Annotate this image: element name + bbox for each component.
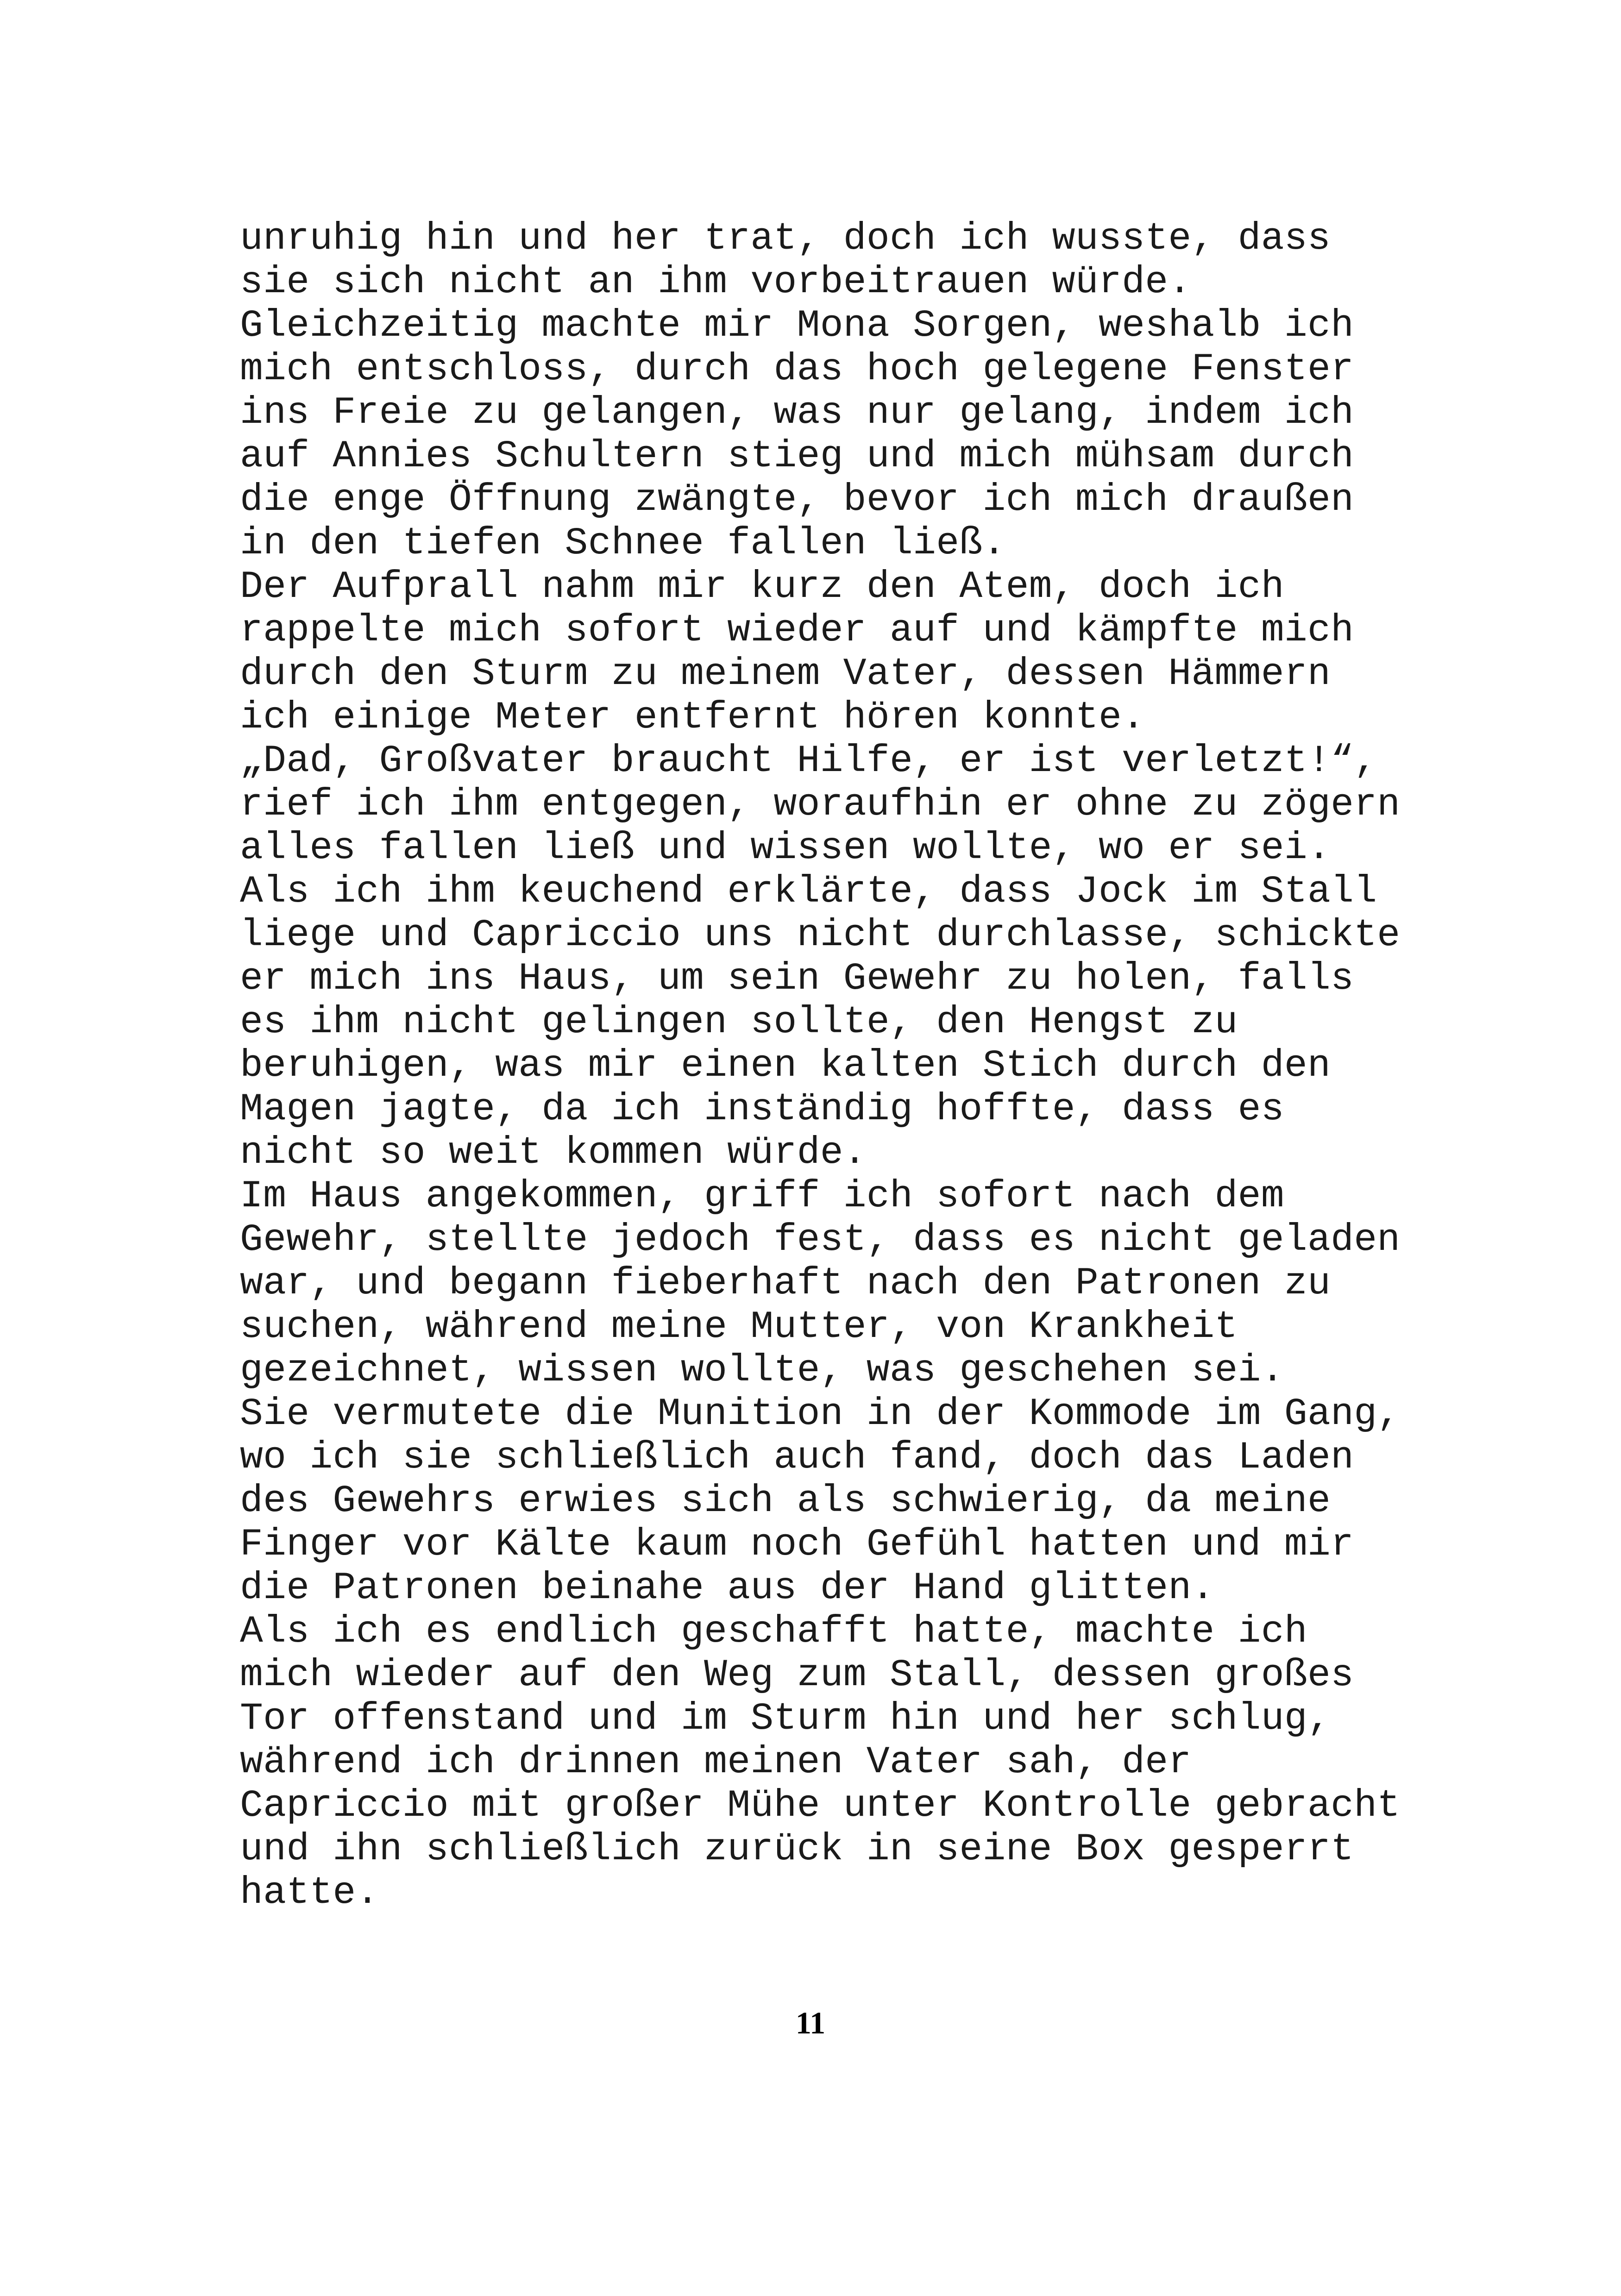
- text-line: und ihn schließlich zurück in seine Box gesperrt: [240, 1827, 1354, 1871]
- text-line: er mich ins Haus, um sein Gewehr zu holen, falls: [240, 957, 1354, 1000]
- text-line: des Gewehrs erwies sich als schwierig, da meine: [240, 1479, 1331, 1523]
- text-line: in den tiefen Schnee fallen ließ.: [240, 521, 1006, 565]
- text-line: während ich drinnen meinen Vater sah, der: [240, 1740, 1192, 1784]
- text-line: liege und Capriccio uns nicht durchlasse, schickte: [240, 913, 1401, 957]
- text-line: Der Aufprall nahm mir kurz den Atem, doch ich: [240, 565, 1284, 609]
- text-line: „Dad, Großvater braucht Hilfe, er ist verletzt!“,: [240, 739, 1377, 783]
- page-number: 11: [795, 2005, 826, 2040]
- text-line: wo ich sie schließlich auch fand, doch das Laden: [240, 1436, 1354, 1479]
- text-line: unruhig hin und her trat, doch ich wusste, dass: [240, 217, 1331, 260]
- text-line: rappelte mich sofort wieder auf und kämpfte mich: [240, 609, 1354, 652]
- text-line: ich einige Meter entfernt hören konnte.: [240, 696, 1145, 739]
- text-line: es ihm nicht gelingen sollte, den Hengst zu: [240, 1000, 1238, 1044]
- text-line: mich wieder auf den Weg zum Stall, dessen großes: [240, 1653, 1354, 1697]
- text-line: die Patronen beinahe aus der Hand glitten.: [240, 1566, 1215, 1610]
- text-line: rief ich ihm entgegen, woraufhin er ohne zu zögern: [240, 783, 1401, 826]
- text-line: suchen, während meine Mutter, von Krankheit: [240, 1305, 1238, 1349]
- body-text: [240, 217, 1426, 1914]
- text-line: hatte.: [240, 1871, 379, 1914]
- text-line: mich entschloss, durch das hoch gelegene Fenster: [240, 347, 1354, 391]
- text-line: Capriccio mit großer Mühe unter Kontrolle gebracht: [240, 1784, 1401, 1827]
- text-line: Gleichzeitig machte mir Mona Sorgen, weshalb ich: [240, 304, 1354, 347]
- text-line: sie sich nicht an ihm vorbeitrauen würde.: [240, 260, 1192, 304]
- text-line: auf Annies Schultern stieg und mich mühsam durch: [240, 434, 1354, 478]
- text-line: nicht so weit kommen würde.: [240, 1131, 867, 1174]
- text-line: Finger vor Kälte kaum noch Gefühl hatten und mir: [240, 1523, 1354, 1566]
- text-line: Als ich ihm keuchend erklärte, dass Jock im Stall: [240, 870, 1377, 913]
- text-line: die enge Öffnung zwängte, bevor ich mich draußen: [240, 478, 1354, 521]
- text-line: Als ich es endlich geschafft hatte, machte ich: [240, 1610, 1307, 1653]
- text-line: ins Freie zu gelangen, was nur gelang, indem ich: [240, 391, 1354, 434]
- text-line: Im Haus angekommen, griff ich sofort nach dem: [240, 1174, 1284, 1218]
- text-line: alles fallen ließ und wissen wollte, wo er sei.: [240, 826, 1331, 870]
- text-line: beruhigen, was mir einen kalten Stich durch den: [240, 1044, 1331, 1087]
- text-line: gezeichnet, wissen wollte, was geschehen sei.: [240, 1349, 1284, 1392]
- text-line: Magen jagte, da ich inständig hoffte, dass es: [240, 1087, 1284, 1131]
- text-line: war, und begann fieberhaft nach den Patronen zu: [240, 1261, 1331, 1305]
- text-line: Sie vermutete die Munition in der Kommode im Gang,: [240, 1392, 1401, 1436]
- text-line: Tor offenstand und im Sturm hin und her schlug,: [240, 1697, 1331, 1740]
- text-line: durch den Sturm zu meinem Vater, dessen Hämmern: [240, 652, 1331, 696]
- text-line: Gewehr, stellte jedoch fest, dass es nicht geladen: [240, 1218, 1401, 1261]
